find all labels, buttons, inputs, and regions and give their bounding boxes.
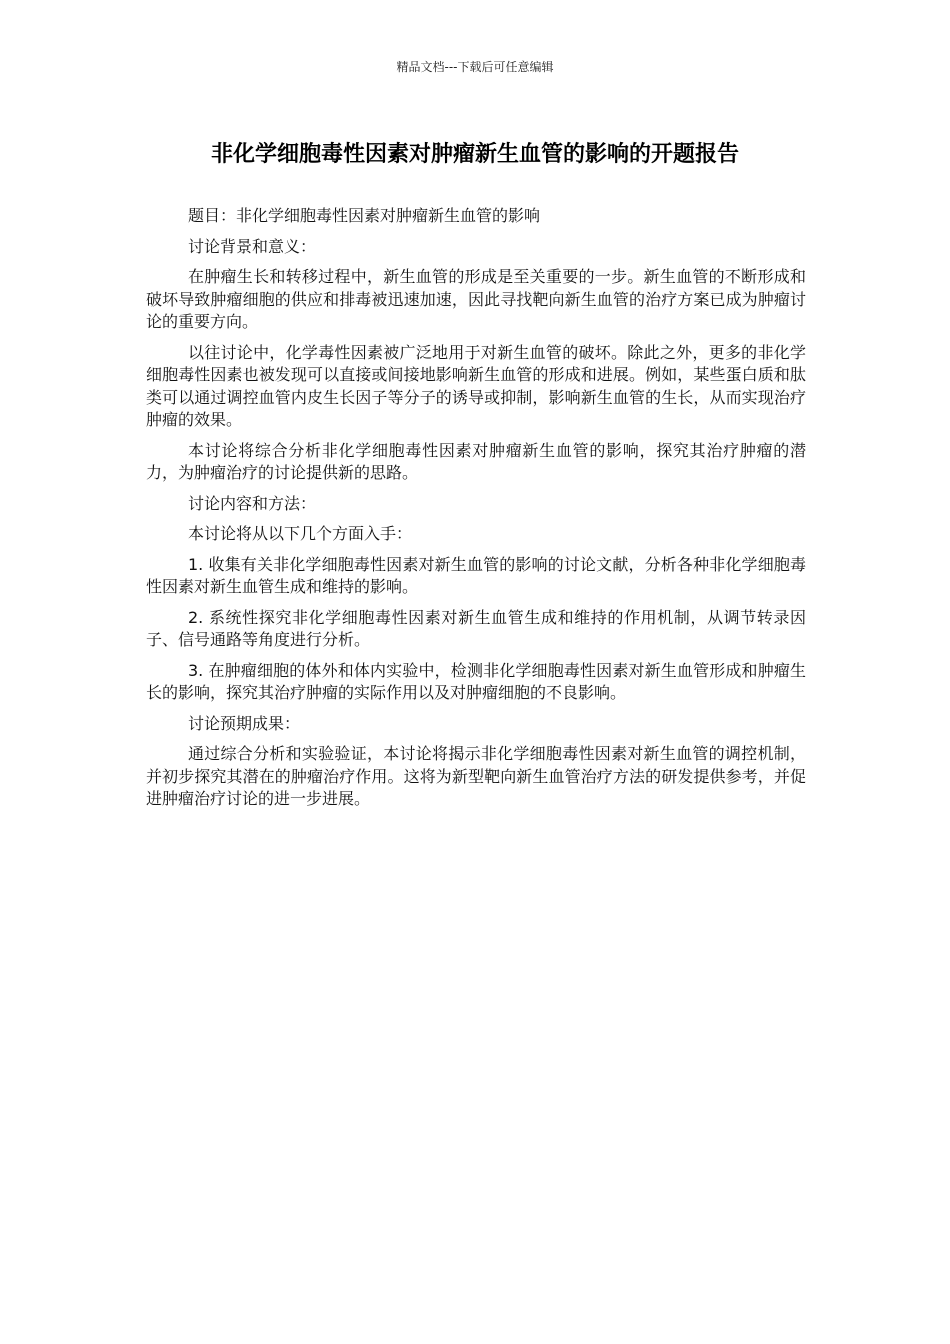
section-heading-background: 讨论背景和意义： [188, 236, 317, 256]
background-paragraph-3: 本讨论将综合分析非化学细胞毒性因素对肿瘤新生血管的影响，探究其治疗肿瘤的潜力，为肿瘤治疗的讨论提供新的思路。 [146, 440, 806, 482]
section-heading-outcomes: 讨论预期成果： [188, 713, 301, 733]
page-title: 非化学细胞毒性因素对肿瘤新生血管的影响的开题报告 [210, 142, 739, 167]
background-paragraph-2: 以往讨论中，化学毒性因素被广泛地用于对新生血管的破坏。除此之外，更多的非化学细胞毒性因素也被发现可以直接或间接地影响新生血管的形成和进展。例如，某些蛋白质和肽类可以通过调控血管内皮生长因子等分子的诱导或抑制，影响新生血管的生长，从而实现治疗肿瘤的效果。 [146, 342, 806, 429]
methods-item-2: 2. 系统性探究非化学细胞毒性因素对新生血管生成和维持的作用机制，从调节转录因子、信号通路等角度进行分析。 [146, 607, 806, 649]
document-body [146, 205, 806, 819]
header-note: 精品文档---下载后可任意编辑 [396, 60, 554, 74]
methods-intro: 本讨论将从以下几个方面入手： [188, 524, 413, 543]
background-paragraph-1: 在肿瘤生长和转移过程中，新生血管的形成是至关重要的一步。新生血管的不断形成和破坏导致肿瘤细胞的供应和排毒被迅速加速，因此寻找靶向新生血管的治疗方案已成为肿瘤讨论的重要方向。 [146, 267, 806, 331]
outcomes-paragraph: 通过综合分析和实验验证，本讨论将揭示非化学细胞毒性因素对新生血管的调控机制，并初步探究其潜在的肿瘤治疗作用。这将为新型靶向新生血管治疗方法的研发提供参考，并促进肿瘤治疗讨论的进一步进展。 [146, 744, 806, 808]
methods-item-3: 3. 在肿瘤细胞的体外和体内实验中，检测非化学细胞毒性因素对新生血管形成和肿瘤生长的影响，探究其治疗肿瘤的实际作用以及对肿瘤细胞的不良影响。 [146, 660, 806, 702]
topic-line: 题目：非化学细胞毒性因素对肿瘤新生血管的影响 [188, 206, 541, 225]
methods-item-1: 1. 收集有关非化学细胞毒性因素对新生血管的影响的讨论文献，分析各种非化学细胞毒性因素对新生血管生成和维持的影响。 [146, 554, 806, 596]
section-heading-methods: 讨论内容和方法： [188, 493, 317, 513]
